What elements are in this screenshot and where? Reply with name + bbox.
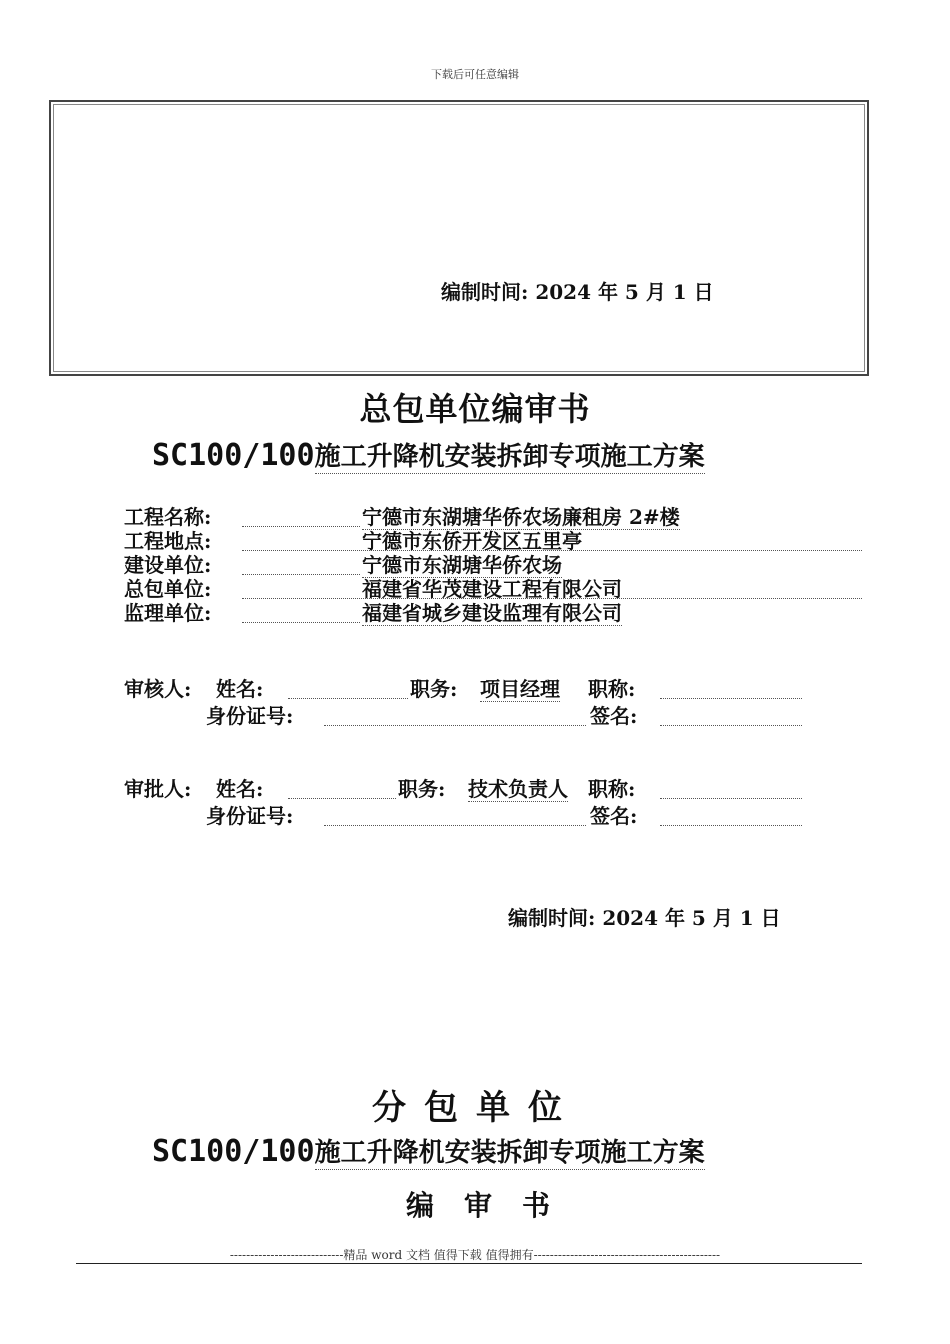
reviewer-rank-blank (660, 698, 802, 699)
header-note: 下载后可任意编辑 (431, 68, 519, 81)
reviewer-name-blank (288, 698, 408, 699)
footer-rule (76, 1263, 862, 1264)
footer-note: ----------------------------精品 word 文档 值得下载 值得拥有---------------------------------------------- (229, 1248, 721, 1262)
field-label-client: 建设单位: (124, 553, 212, 577)
reviewer-role: 审核人: (124, 677, 192, 701)
section2-plan-title (152, 1132, 705, 1169)
plan-code: SC100/100 (152, 438, 315, 473)
field-value-contractor: 福建省华茂建设工程有限公司 (362, 577, 622, 601)
approver-duty-value: 技术负责人 (468, 777, 568, 801)
field-label-contractor: 总包单位: (124, 577, 212, 601)
field-value-client: 宁德市东湖塘华侨农场 (362, 553, 562, 577)
approver-rank-blank (660, 798, 802, 799)
approver-role: 审批人: (124, 777, 192, 801)
plan-code: SC100/100 (152, 1134, 315, 1169)
approver-id-label: 身份证号: (206, 804, 294, 828)
section1-plan-title (152, 436, 705, 473)
field-label-supervisor: 监理单位: (124, 601, 212, 625)
reviewer-duty-value: 项目经理 (480, 677, 560, 701)
section2-subtitle: 编审书 (406, 1189, 581, 1222)
reviewer-id-blank (324, 725, 586, 726)
approver-name-blank (288, 798, 396, 799)
approver-sign-blank (660, 825, 802, 826)
reviewer-sign-blank (660, 725, 802, 726)
plan-name: 施工升降机安装拆卸专项施工方案 (314, 442, 705, 472)
section1-title: 总包单位编审书 (359, 390, 591, 428)
field-value-project-location: 宁德市东侨开发区五里亭 (362, 529, 582, 553)
field-label-project-name: 工程名称: (124, 505, 212, 529)
approver-sign-label: 签名: (590, 804, 638, 828)
field-value-supervisor: 福建省城乡建设监理有限公司 (362, 601, 622, 625)
approver-duty-label: 职务: (398, 777, 446, 801)
reviewer-rank-label: 职称: (588, 677, 636, 701)
cover-frame (49, 100, 869, 376)
reviewer-duty-label: 职务: (410, 677, 458, 701)
approver-rank-label: 职称: (588, 777, 636, 801)
section1-date: 编制时间: 2024 年 5 月 1 日 (508, 906, 781, 930)
field-label-project-location: 工程地点: (124, 529, 212, 553)
approver-name-label: 姓名: (216, 777, 264, 801)
top-box-date: 编制时间: 2024 年 5 月 1 日 (441, 280, 714, 304)
plan-name: 施工升降机安装拆卸专项施工方案 (314, 1138, 705, 1168)
approver-id-blank (324, 825, 586, 826)
section2-title: 分包单位 (372, 1088, 580, 1128)
reviewer-sign-label: 签名: (590, 704, 638, 728)
reviewer-name-label: 姓名: (216, 677, 264, 701)
reviewer-id-label: 身份证号: (206, 704, 294, 728)
field-value-project-name: 宁德市东湖塘华侨农场廉租房 2#楼 (362, 505, 680, 529)
